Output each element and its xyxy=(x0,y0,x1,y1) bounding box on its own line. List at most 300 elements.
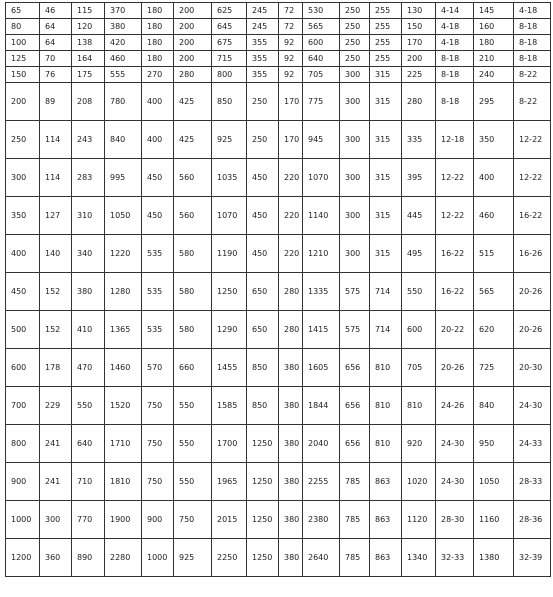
table-cell: 28-33 xyxy=(514,463,551,501)
table-cell: 400 xyxy=(474,159,514,197)
table-cell: 114 xyxy=(40,121,72,159)
table-cell: 170 xyxy=(279,83,303,121)
table-cell: 241 xyxy=(40,463,72,501)
table-cell: 450 xyxy=(247,197,279,235)
table-cell: 640 xyxy=(72,425,105,463)
table-cell: 8-22 xyxy=(514,83,551,121)
table-cell: 355 xyxy=(247,67,279,83)
table-cell: 900 xyxy=(142,501,174,539)
table-cell: 515 xyxy=(474,235,514,273)
table-cell: 72 xyxy=(279,19,303,35)
table-cell: 1520 xyxy=(105,387,142,425)
table-cell: 650 xyxy=(247,311,279,349)
spec-table xyxy=(5,2,551,577)
table-cell: 200 xyxy=(174,35,212,51)
table-cell: 400 xyxy=(142,83,174,121)
table-cell: 550 xyxy=(174,425,212,463)
table-cell: 2280 xyxy=(105,539,142,577)
table-cell: 250 xyxy=(340,51,370,67)
table-cell: 300 xyxy=(40,501,72,539)
table-row xyxy=(6,311,551,349)
table-cell: 4-14 xyxy=(436,3,474,19)
table-cell: 2250 xyxy=(212,539,247,577)
table-cell: 660 xyxy=(174,349,212,387)
table-cell: 178 xyxy=(40,349,72,387)
table-cell: 255 xyxy=(370,19,402,35)
table-cell: 945 xyxy=(303,121,340,159)
table-cell: 1140 xyxy=(303,197,340,235)
table-cell: 645 xyxy=(212,19,247,35)
table-cell: 12-18 xyxy=(436,121,474,159)
table-cell: 295 xyxy=(474,83,514,121)
table-row xyxy=(6,3,551,19)
table-cell: 640 xyxy=(303,51,340,67)
table-cell: 28-30 xyxy=(436,501,474,539)
table-row xyxy=(6,425,551,463)
table-cell: 560 xyxy=(174,197,212,235)
table-cell: 28-36 xyxy=(514,501,551,539)
table-cell: 530 xyxy=(303,3,340,19)
table-cell: 280 xyxy=(279,311,303,349)
table-cell: 180 xyxy=(142,3,174,19)
table-cell: 245 xyxy=(247,19,279,35)
table-cell: 840 xyxy=(474,387,514,425)
table-cell: 200 xyxy=(174,19,212,35)
table-cell: 315 xyxy=(370,83,402,121)
table-cell: 800 xyxy=(212,67,247,83)
table-cell: 225 xyxy=(402,67,436,83)
table-cell: 300 xyxy=(340,83,370,121)
table-cell: 16-22 xyxy=(514,197,551,235)
table-row xyxy=(6,539,551,577)
table-cell: 1380 xyxy=(474,539,514,577)
table-row xyxy=(6,67,551,83)
table-cell: 1050 xyxy=(474,463,514,501)
table-cell: 600 xyxy=(6,349,40,387)
table-cell: 1455 xyxy=(212,349,247,387)
table-cell: 656 xyxy=(340,425,370,463)
table-cell: 1810 xyxy=(105,463,142,501)
table-cell: 925 xyxy=(174,539,212,577)
table-cell: 775 xyxy=(303,83,340,121)
table-cell: 800 xyxy=(6,425,40,463)
table-cell: 89 xyxy=(40,83,72,121)
table-cell: 92 xyxy=(279,35,303,51)
table-cell: 810 xyxy=(370,425,402,463)
table-cell: 395 xyxy=(402,159,436,197)
table-cell: 575 xyxy=(340,311,370,349)
table-cell: 12-22 xyxy=(514,121,551,159)
table-row xyxy=(6,463,551,501)
table-cell: 380 xyxy=(279,501,303,539)
table-cell: 125 xyxy=(6,51,40,67)
table-cell: 210 xyxy=(474,51,514,67)
table-cell: 340 xyxy=(72,235,105,273)
table-cell: 380 xyxy=(105,19,142,35)
table-cell: 1190 xyxy=(212,235,247,273)
table-cell: 250 xyxy=(247,121,279,159)
table-cell: 200 xyxy=(402,51,436,67)
table-cell: 350 xyxy=(474,121,514,159)
table-cell: 220 xyxy=(279,197,303,235)
table-cell: 580 xyxy=(174,273,212,311)
table-cell: 1290 xyxy=(212,311,247,349)
table-cell: 1070 xyxy=(212,197,247,235)
table-cell: 335 xyxy=(402,121,436,159)
table-cell: 300 xyxy=(340,197,370,235)
table-cell: 550 xyxy=(174,463,212,501)
table-cell: 780 xyxy=(105,83,142,121)
table-cell: 1000 xyxy=(142,539,174,577)
table-cell: 535 xyxy=(142,235,174,273)
table-cell: 470 xyxy=(72,349,105,387)
table-row xyxy=(6,19,551,35)
table-cell: 315 xyxy=(370,235,402,273)
table-cell: 850 xyxy=(212,83,247,121)
table-cell: 863 xyxy=(370,463,402,501)
table-cell: 1710 xyxy=(105,425,142,463)
table-cell: 152 xyxy=(40,311,72,349)
table-cell: 280 xyxy=(174,67,212,83)
table-cell: 570 xyxy=(142,349,174,387)
table-cell: 170 xyxy=(279,121,303,159)
table-cell: 150 xyxy=(6,67,40,83)
table-cell: 535 xyxy=(142,273,174,311)
table-cell: 750 xyxy=(142,463,174,501)
table-row xyxy=(6,35,551,51)
table-cell: 240 xyxy=(474,67,514,83)
table-cell: 180 xyxy=(142,19,174,35)
table-cell: 250 xyxy=(247,83,279,121)
table-cell: 208 xyxy=(72,83,105,121)
table-cell: 1120 xyxy=(402,501,436,539)
table-cell: 114 xyxy=(40,159,72,197)
table-cell: 620 xyxy=(474,311,514,349)
table-cell: 995 xyxy=(105,159,142,197)
table-cell: 656 xyxy=(340,349,370,387)
table-row xyxy=(6,51,551,67)
table-cell: 32-39 xyxy=(514,539,551,577)
table-cell: 24-30 xyxy=(514,387,551,425)
table-cell: 1250 xyxy=(247,463,279,501)
table-cell: 72 xyxy=(279,3,303,19)
table-cell: 300 xyxy=(340,159,370,197)
table-cell: 20-26 xyxy=(436,349,474,387)
table-cell: 180 xyxy=(142,51,174,67)
table-cell: 900 xyxy=(6,463,40,501)
table-cell: 420 xyxy=(105,35,142,51)
table-cell: 1700 xyxy=(212,425,247,463)
table-cell: 400 xyxy=(6,235,40,273)
table-cell: 1460 xyxy=(105,349,142,387)
table-cell: 16-22 xyxy=(436,273,474,311)
table-cell: 100 xyxy=(6,35,40,51)
table-cell: 460 xyxy=(105,51,142,67)
table-cell: 200 xyxy=(174,51,212,67)
table-cell: 1050 xyxy=(105,197,142,235)
table-cell: 840 xyxy=(105,121,142,159)
table-cell: 675 xyxy=(212,35,247,51)
table-cell: 565 xyxy=(474,273,514,311)
table-cell: 283 xyxy=(72,159,105,197)
table-cell: 625 xyxy=(212,3,247,19)
table-cell: 705 xyxy=(402,349,436,387)
table-cell: 180 xyxy=(474,35,514,51)
table-cell: 450 xyxy=(142,197,174,235)
table-cell: 810 xyxy=(370,387,402,425)
table-cell: 80 xyxy=(6,19,40,35)
table-cell: 355 xyxy=(247,35,279,51)
table-cell: 380 xyxy=(279,387,303,425)
table-cell: 850 xyxy=(247,387,279,425)
table-cell: 1070 xyxy=(303,159,340,197)
table-cell: 270 xyxy=(142,67,174,83)
table-cell: 810 xyxy=(402,387,436,425)
table-row xyxy=(6,121,551,159)
table-cell: 127 xyxy=(40,197,72,235)
table-cell: 656 xyxy=(340,387,370,425)
table-cell: 1000 xyxy=(6,501,40,539)
table-cell: 850 xyxy=(247,349,279,387)
table-cell: 600 xyxy=(303,35,340,51)
table-cell: 8-18 xyxy=(514,35,551,51)
table-cell: 550 xyxy=(174,387,212,425)
table-cell: 92 xyxy=(279,67,303,83)
table-cell: 4-18 xyxy=(514,3,551,19)
table-cell: 1280 xyxy=(105,273,142,311)
table-cell: 12-22 xyxy=(514,159,551,197)
table-cell: 76 xyxy=(40,67,72,83)
table-cell: 1965 xyxy=(212,463,247,501)
table-cell: 8-18 xyxy=(436,67,474,83)
table-cell: 560 xyxy=(174,159,212,197)
table-cell: 580 xyxy=(174,311,212,349)
table-cell: 46 xyxy=(40,3,72,19)
table-cell: 370 xyxy=(105,3,142,19)
table-cell: 310 xyxy=(72,197,105,235)
table-cell: 20-26 xyxy=(514,311,551,349)
table-cell: 1250 xyxy=(247,501,279,539)
table-cell: 220 xyxy=(279,235,303,273)
table-cell: 70 xyxy=(40,51,72,67)
table-cell: 460 xyxy=(474,197,514,235)
table-cell: 255 xyxy=(370,51,402,67)
table-cell: 450 xyxy=(142,159,174,197)
table-cell: 400 xyxy=(142,121,174,159)
table-cell: 229 xyxy=(40,387,72,425)
table-cell: 20-26 xyxy=(514,273,551,311)
table-cell: 245 xyxy=(247,3,279,19)
table-cell: 810 xyxy=(370,349,402,387)
table-cell: 600 xyxy=(402,311,436,349)
table-cell: 925 xyxy=(212,121,247,159)
table-cell: 750 xyxy=(174,501,212,539)
table-cell: 1585 xyxy=(212,387,247,425)
table-cell: 241 xyxy=(40,425,72,463)
table-cell: 255 xyxy=(370,3,402,19)
table-cell: 445 xyxy=(402,197,436,235)
table-cell: 1250 xyxy=(247,539,279,577)
table-cell: 315 xyxy=(370,67,402,83)
table-cell: 725 xyxy=(474,349,514,387)
table-cell: 280 xyxy=(402,83,436,121)
table-cell: 710 xyxy=(72,463,105,501)
table-cell: 32-33 xyxy=(436,539,474,577)
table-cell: 8-18 xyxy=(514,51,551,67)
table-cell: 220 xyxy=(279,159,303,197)
table-cell: 350 xyxy=(6,197,40,235)
table-cell: 1220 xyxy=(105,235,142,273)
table-cell: 120 xyxy=(72,19,105,35)
table-cell: 20-30 xyxy=(514,349,551,387)
table-cell: 1365 xyxy=(105,311,142,349)
table-cell: 380 xyxy=(279,463,303,501)
table-cell: 1200 xyxy=(6,539,40,577)
table-cell: 145 xyxy=(474,3,514,19)
table-row xyxy=(6,235,551,273)
table-cell: 200 xyxy=(174,3,212,19)
table-cell: 243 xyxy=(72,121,105,159)
table-cell: 550 xyxy=(72,387,105,425)
table-cell: 2380 xyxy=(303,501,340,539)
table-cell: 300 xyxy=(6,159,40,197)
table-cell: 1900 xyxy=(105,501,142,539)
table-cell: 130 xyxy=(402,3,436,19)
table-cell: 170 xyxy=(402,35,436,51)
table-cell: 164 xyxy=(72,51,105,67)
table-cell: 250 xyxy=(340,3,370,19)
table-cell: 450 xyxy=(6,273,40,311)
table-cell: 785 xyxy=(340,501,370,539)
table-cell: 2255 xyxy=(303,463,340,501)
table-cell: 20-22 xyxy=(436,311,474,349)
table-cell: 550 xyxy=(402,273,436,311)
table-cell: 280 xyxy=(279,273,303,311)
table-cell: 360 xyxy=(40,539,72,577)
table-cell: 555 xyxy=(105,67,142,83)
table-cell: 4-18 xyxy=(436,35,474,51)
table-cell: 1160 xyxy=(474,501,514,539)
table-cell: 380 xyxy=(279,349,303,387)
table-cell: 160 xyxy=(474,19,514,35)
table-cell: 180 xyxy=(142,35,174,51)
table-cell: 24-30 xyxy=(436,425,474,463)
table-cell: 410 xyxy=(72,311,105,349)
table-cell: 575 xyxy=(340,273,370,311)
table-cell: 115 xyxy=(72,3,105,19)
table-cell: 16-22 xyxy=(436,235,474,273)
table-cell: 1415 xyxy=(303,311,340,349)
table-cell: 255 xyxy=(370,35,402,51)
table-cell: 1340 xyxy=(402,539,436,577)
table-cell: 705 xyxy=(303,67,340,83)
table-cell: 500 xyxy=(6,311,40,349)
table-cell: 425 xyxy=(174,121,212,159)
table-row xyxy=(6,349,551,387)
table-cell: 1020 xyxy=(402,463,436,501)
table-cell: 1210 xyxy=(303,235,340,273)
table-cell: 715 xyxy=(212,51,247,67)
table-cell: 8-22 xyxy=(514,67,551,83)
table-cell: 580 xyxy=(174,235,212,273)
table-cell: 1335 xyxy=(303,273,340,311)
table-cell: 138 xyxy=(72,35,105,51)
table-cell: 785 xyxy=(340,539,370,577)
table-row xyxy=(6,387,551,425)
table-cell: 175 xyxy=(72,67,105,83)
table-cell: 65 xyxy=(6,3,40,19)
table-cell: 150 xyxy=(402,19,436,35)
table-cell: 380 xyxy=(72,273,105,311)
table-cell: 24-26 xyxy=(436,387,474,425)
table-row xyxy=(6,273,551,311)
table-row xyxy=(6,501,551,539)
table-cell: 355 xyxy=(247,51,279,67)
table-cell: 950 xyxy=(474,425,514,463)
table-cell: 863 xyxy=(370,539,402,577)
table-cell: 2015 xyxy=(212,501,247,539)
table-cell: 450 xyxy=(247,235,279,273)
table-cell: 650 xyxy=(247,273,279,311)
table-cell: 1250 xyxy=(247,425,279,463)
table-row xyxy=(6,159,551,197)
table-cell: 920 xyxy=(402,425,436,463)
table-cell: 315 xyxy=(370,121,402,159)
table-cell: 12-22 xyxy=(436,159,474,197)
table-cell: 565 xyxy=(303,19,340,35)
table-cell: 714 xyxy=(370,311,402,349)
table-row xyxy=(6,197,551,235)
table-cell: 16-26 xyxy=(514,235,551,273)
table-cell: 1035 xyxy=(212,159,247,197)
table-cell: 890 xyxy=(72,539,105,577)
table-cell: 770 xyxy=(72,501,105,539)
table-cell: 200 xyxy=(6,83,40,121)
table-cell: 140 xyxy=(40,235,72,273)
table-cell: 700 xyxy=(6,387,40,425)
table-cell: 300 xyxy=(340,67,370,83)
table-cell: 1844 xyxy=(303,387,340,425)
table-cell: 315 xyxy=(370,197,402,235)
table-cell: 300 xyxy=(340,235,370,273)
table-cell: 1250 xyxy=(212,273,247,311)
table-cell: 2640 xyxy=(303,539,340,577)
table-cell: 785 xyxy=(340,463,370,501)
table-cell: 24-33 xyxy=(514,425,551,463)
table-cell: 495 xyxy=(402,235,436,273)
table-cell: 64 xyxy=(40,35,72,51)
table-cell: 250 xyxy=(340,35,370,51)
table-cell: 380 xyxy=(279,425,303,463)
table-cell: 863 xyxy=(370,501,402,539)
table-cell: 714 xyxy=(370,273,402,311)
table-cell: 8-18 xyxy=(514,19,551,35)
table-cell: 64 xyxy=(40,19,72,35)
table-cell: 152 xyxy=(40,273,72,311)
table-cell: 750 xyxy=(142,387,174,425)
table-cell: 425 xyxy=(174,83,212,121)
table-cell: 380 xyxy=(279,539,303,577)
table-cell: 750 xyxy=(142,425,174,463)
table-cell: 250 xyxy=(340,19,370,35)
table-row xyxy=(6,83,551,121)
table-cell: 4-18 xyxy=(436,19,474,35)
table-cell: 8-18 xyxy=(436,83,474,121)
table-cell: 92 xyxy=(279,51,303,67)
table-cell: 2040 xyxy=(303,425,340,463)
table-cell: 24-30 xyxy=(436,463,474,501)
table-cell: 300 xyxy=(340,121,370,159)
